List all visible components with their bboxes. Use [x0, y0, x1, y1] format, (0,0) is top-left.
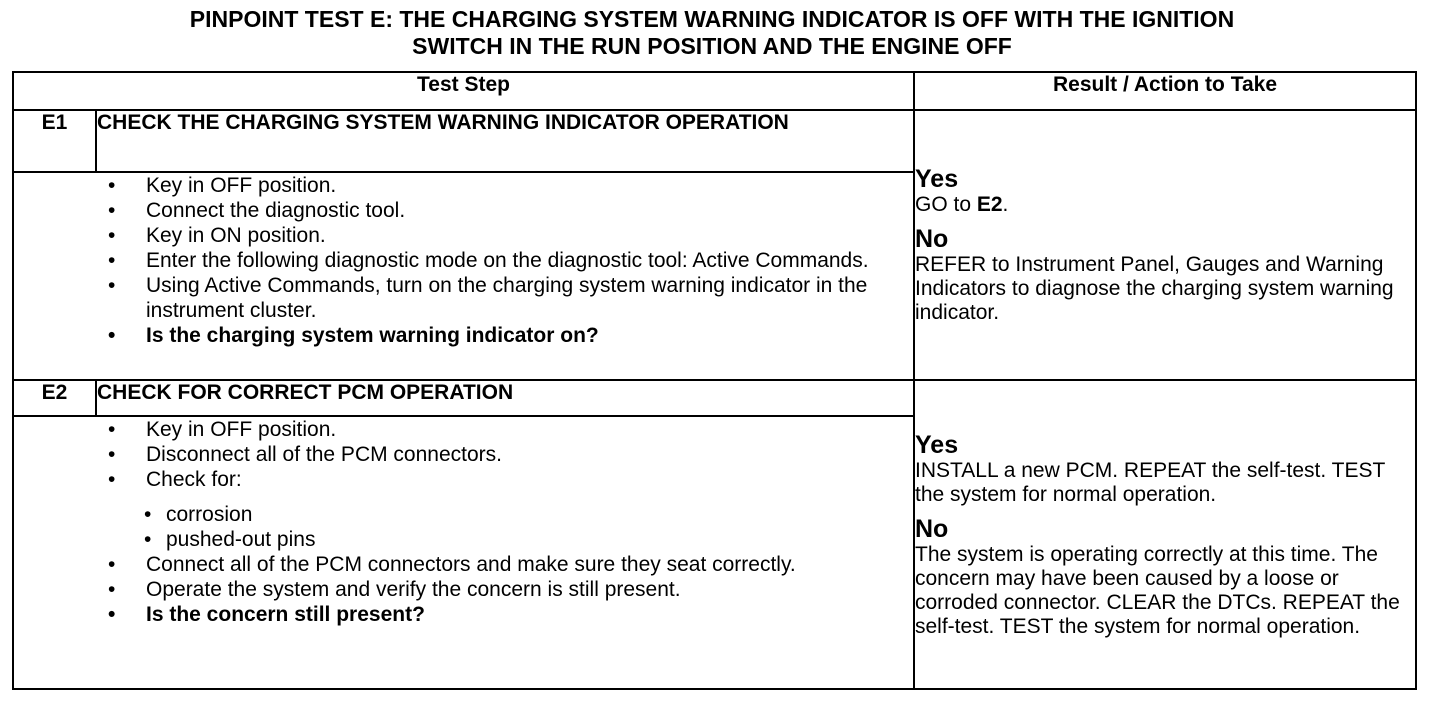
bullet-icon: •: [108, 553, 116, 576]
no-text-e2: The system is operating correctly at this time. The concern may have been caused by a loose or corroded connector. CLEAR the DTCs. REPEAT the self-test. TEST the system for normal operation.: [915, 542, 1400, 638]
step-heading-e1: CHECK THE CHARGING SYSTEM WARNING INDICATOR OPERATION: [96, 110, 914, 172]
step-id-e2: E2: [13, 380, 96, 416]
sub-list-item-text: pushed-out pins: [166, 528, 316, 551]
yes-text-e2: INSTALL a new PCM. REPEAT the self-test. TEST the system for normal operation.: [915, 458, 1385, 506]
page-title: [0, 6, 1424, 60]
header-test-step: Test Step: [13, 72, 914, 110]
list-item: [28, 223, 913, 248]
title-line-2: SWITCH IN THE RUN POSITION AND THE ENGINE OFF: [412, 33, 1012, 59]
list-item: [28, 442, 913, 467]
list-item-text: Check for:: [146, 468, 242, 491]
step-id-e1: E1: [13, 110, 96, 172]
list-item-text: Disconnect all of the PCM connectors.: [146, 443, 502, 466]
bullet-icon: •: [108, 443, 116, 466]
list-item-text: Is the charging system warning indicator on?: [146, 324, 599, 347]
bullet-icon: •: [144, 503, 152, 526]
bullet-icon: •: [144, 528, 152, 551]
bullet-list-e1: [14, 173, 913, 348]
list-item: [28, 173, 913, 198]
pinpoint-test-table: [12, 71, 1417, 690]
yes-text-e1: [915, 193, 1415, 217]
list-item: [28, 323, 913, 348]
bullet-icon: •: [108, 603, 116, 626]
list-item: [28, 417, 913, 442]
bullet-icon: •: [108, 324, 116, 347]
header-result: Result / Action to Take: [914, 72, 1416, 110]
bullet-icon: •: [108, 224, 116, 247]
sub-list-item: [144, 527, 913, 552]
no-text-e1: REFER to Instrument Panel, Gauges and Warning Indicators to diagnose the charging system warning indicator.: [915, 253, 1394, 324]
yes-text-suffix-e1: .: [1002, 193, 1009, 216]
step-body-e2: [13, 416, 914, 689]
bullet-list-e2: [14, 417, 913, 492]
result-e2: [914, 380, 1416, 689]
no-label-e2: No: [915, 514, 949, 543]
list-item: [28, 198, 913, 223]
list-item-text: Enter the following diagnostic mode on the diagnostic tool: Active Commands.: [146, 249, 869, 272]
sub-list-item: [144, 502, 913, 527]
yes-text-prefix-e1: GO to: [915, 193, 977, 216]
bullet-icon: •: [108, 468, 116, 491]
list-item: [28, 273, 913, 323]
yes-text-link-e1: E2: [976, 193, 1003, 216]
bullet-icon: •: [108, 578, 116, 601]
no-label-e1: No: [915, 225, 949, 253]
result-e1: [914, 110, 1416, 380]
bullet-icon: •: [108, 199, 116, 222]
list-item-text: Is the concern still present?: [146, 603, 425, 626]
step-body-e1: [13, 172, 914, 380]
bullet-icon: •: [108, 418, 116, 441]
yes-label-e1: Yes: [915, 165, 959, 193]
list-item: [28, 602, 913, 627]
step-heading-e2: CHECK FOR CORRECT PCM OPERATION: [96, 380, 914, 416]
title-line-1: PINPOINT TEST E: THE CHARGING SYSTEM WARNING INDICATOR IS OFF WITH THE IGNITION: [189, 6, 1235, 32]
bullet-icon: •: [108, 174, 116, 197]
bullet-list-e2-continued: [14, 552, 913, 627]
list-item: [28, 552, 913, 577]
list-item-text: Connect the diagnostic tool.: [146, 199, 406, 222]
bullet-icon: •: [108, 249, 116, 272]
list-item-text: Using Active Commands, turn on the charging system warning indicator in the instrument cluster.: [146, 274, 868, 322]
yes-label-e2: Yes: [915, 430, 959, 459]
list-item-text: Key in OFF position.: [146, 174, 337, 197]
list-item: [28, 577, 913, 602]
list-item-text: Operate the system and verify the concern is still present.: [146, 578, 681, 601]
sub-list-item-text: corrosion: [166, 503, 253, 526]
list-item-text: Connect all of the PCM connectors and make sure they seat correctly.: [146, 553, 796, 576]
list-item-text: Key in OFF position.: [146, 418, 337, 441]
list-item: [28, 248, 913, 273]
bullet-icon: •: [108, 274, 116, 297]
sub-bullet-list-e2: [14, 502, 913, 552]
list-item-text: Key in ON position.: [146, 224, 326, 247]
list-item: [28, 467, 913, 492]
